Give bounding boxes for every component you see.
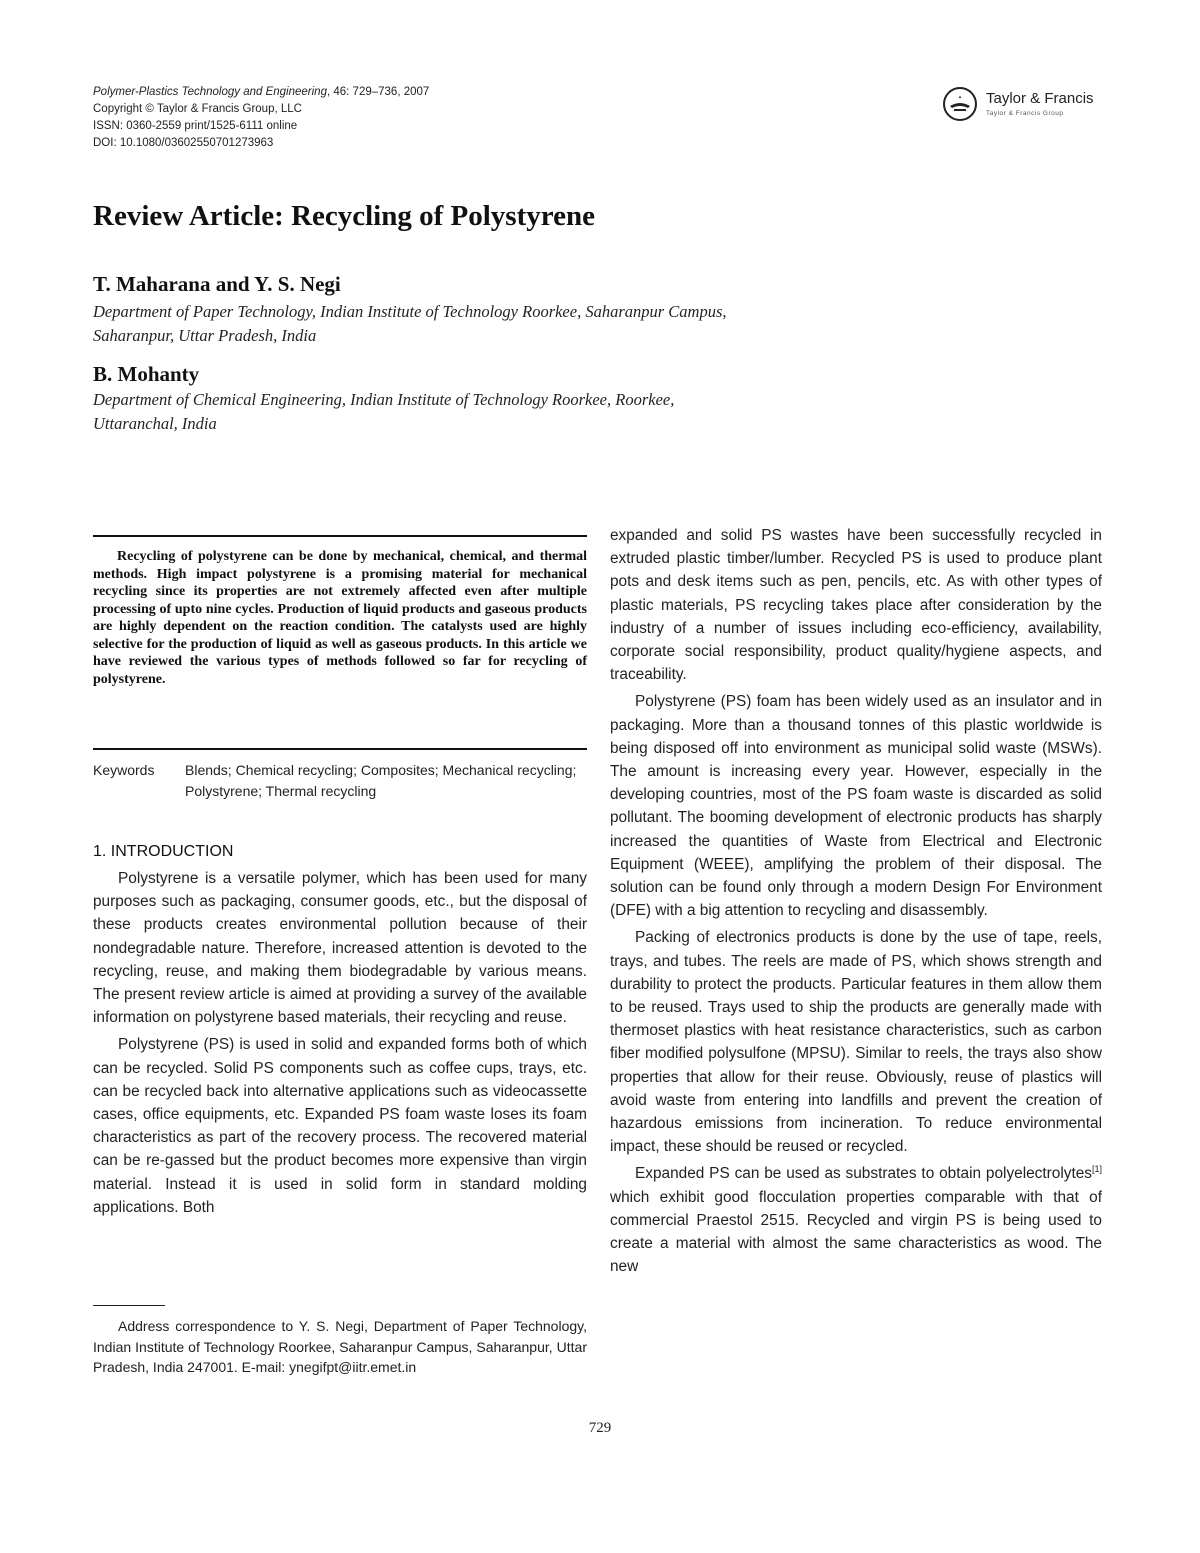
publisher-name: Taylor & Francis	[986, 90, 1094, 107]
paragraph: expanded and solid PS wastes have been successfully recycled in extruded plastic timber/lumber. Recycled PS is used to produce plant pots and desk items such as pen, pencils, etc. As with other types of plastic materials, PS recycling takes place after consideration by the industry of a number of issues including eco-efficiency, availability, corporate social responsibility, product quality/hygiene aspects, and traceability.	[610, 527, 1102, 684]
right-column-body	[610, 524, 1102, 1279]
affiliation-1-line-1: Department of Paper Technology, Indian Institute of Technology Roorkee, Saharanpur Campus,	[93, 302, 727, 321]
abstract-top-rule	[93, 535, 587, 537]
section-heading-introduction: 1. INTRODUCTION	[93, 843, 234, 860]
correspondence-footnote: Address correspondence to Y. S. Negi, Department of Paper Technology, Indian Institute of Technology Roorkee, Saharanpur Campus, Saharanpur, Uttar Pradesh, India 247001. E-mail: ynegifpt@iitr.emet.in	[93, 1318, 587, 1375]
keywords-label: Keywords	[93, 762, 155, 778]
issn-line: ISSN: 0360-2559 print/1525-6111 online	[93, 120, 298, 132]
doi-line: DOI: 10.1080/03602550701273963	[93, 137, 274, 149]
paragraph: Polystyrene (PS) foam has been widely used as an insulator and in packaging. More than a thousand tonnes of this plastic worldwide is being disposed off into environment as municipal solid waste (MSWs). The amount is increasing every year. However, especially in the developing countries, most of the PS foam waste is discarded as solid pollutant. The booming development of electronic products has sharply increased the quantities of Waste from Electrical and Electronic Equipment (WEEE), amplifying the problem of their disposal. The solution can be found only through a modern Design For Environment (DFE) with a big attention to recycling and disassembly.	[610, 693, 1102, 920]
journal-name: Polymer-Plastics Technology and Engineering	[93, 86, 327, 98]
paragraph: Packing of electronics products is done by the use of tape, reels, trays, and tubes. The reels are made of PS, which shows strength and durability to protect the products. Particular features in them allow them to be reused. Trays used to ship the products are generally made with thermoset plastics with heat resistance characteristics, such as carbon fiber modified polysulfone (MPSU). Similar to reels, the trays also show properties that allow for their reuse. Obviously, reuse of plastics will avoid waste from entering into landfills and prevent the creation of hazardous emissions from incineration. To reduce environmental impact, these should be reused or recycled.	[610, 929, 1102, 1156]
paragraph: Polystyrene is a versatile polymer, which has been used for many purposes such as packaging, consumer goods, etc., but the disposal of these products creates environmental pollution because of their nondegradable nature. Therefore, increased attention is devoted to the recycling, reuse, and making them biodegradable by various means. The present review article is aimed at providing a survey of the available information on polystyrene based materials, their recycling and reuse.	[93, 870, 587, 1027]
text-run: which exhibit good flocculation properties comparable with that of commercial Praestol 2515. Recycled and virgin PS is being used to create a material with almost the same characteristics as wood. The new	[610, 1188, 1102, 1276]
publisher-logo	[942, 86, 1122, 126]
journal-metadata	[93, 84, 429, 152]
abstract-bottom-rule	[93, 748, 587, 750]
citation-ref: [1]	[1091, 1164, 1102, 1175]
copyright-line: Copyright © Taylor & Francis Group, LLC	[93, 103, 302, 115]
journal-citation: , 46: 729–736, 2007	[326, 86, 430, 98]
affiliation-2-line-1: Department of Chemical Engineering, Indian Institute of Technology Roorkee, Roorkee,	[93, 390, 675, 409]
keywords-list: Blends; Chemical recycling; Composites; Mechanical recycling; Polystyrene; Thermal recycling	[185, 762, 577, 799]
affiliation-2	[93, 388, 674, 436]
footnote-rule	[93, 1305, 165, 1306]
left-column-body	[93, 867, 587, 1219]
affiliation-1	[93, 300, 727, 348]
affiliation-2-line-2: Uttaranchal, India	[93, 414, 217, 433]
publisher-group: Taylor & Francis Group	[986, 110, 1064, 117]
lamp-logo-icon	[942, 86, 978, 122]
text-run: Expanded PS can be used as substrates to obtain polyelectrolytes	[635, 1165, 1092, 1183]
author-names-2: B. Mohanty	[93, 362, 200, 386]
author-names-1: T. Maharana and Y. S. Negi	[93, 272, 341, 296]
paragraph	[610, 1162, 1102, 1278]
affiliation-1-line-2: Saharanpur, Uttar Pradesh, India	[93, 326, 317, 345]
article-title: Review Article: Recycling of Polystyrene	[93, 200, 595, 232]
paragraph: Polystyrene (PS) is used in solid and expanded forms both of which can be recycled. Solid PS components such as coffee cups, trays, etc. can be recycled back into alternative applications such as videocassette cases, office equipments, etc. Expanded PS foam waste loses its foam characteristics as part of the recovery process. The recovered material can be re-gassed but the product becomes more expensive than virgin material. Instead it is used in solid form in standard molding applications. Both	[93, 1036, 587, 1216]
abstract: Recycling of polystyrene can be done by mechanical, chemical, and thermal methods. High impact polystyrene is a promising material for mechanical recycling since its properties are not extremely affected even after multiple processing of upto nine cycles. Production of liquid products and gaseous products are highly dependent on the reaction condition. The catalysts used are highly selective for the production of liquid as well as gaseous products. In this article we have reviewed the various types of methods followed so far for recycling of polystyrene.	[93, 549, 587, 687]
page-number: 729	[588, 1420, 612, 1436]
